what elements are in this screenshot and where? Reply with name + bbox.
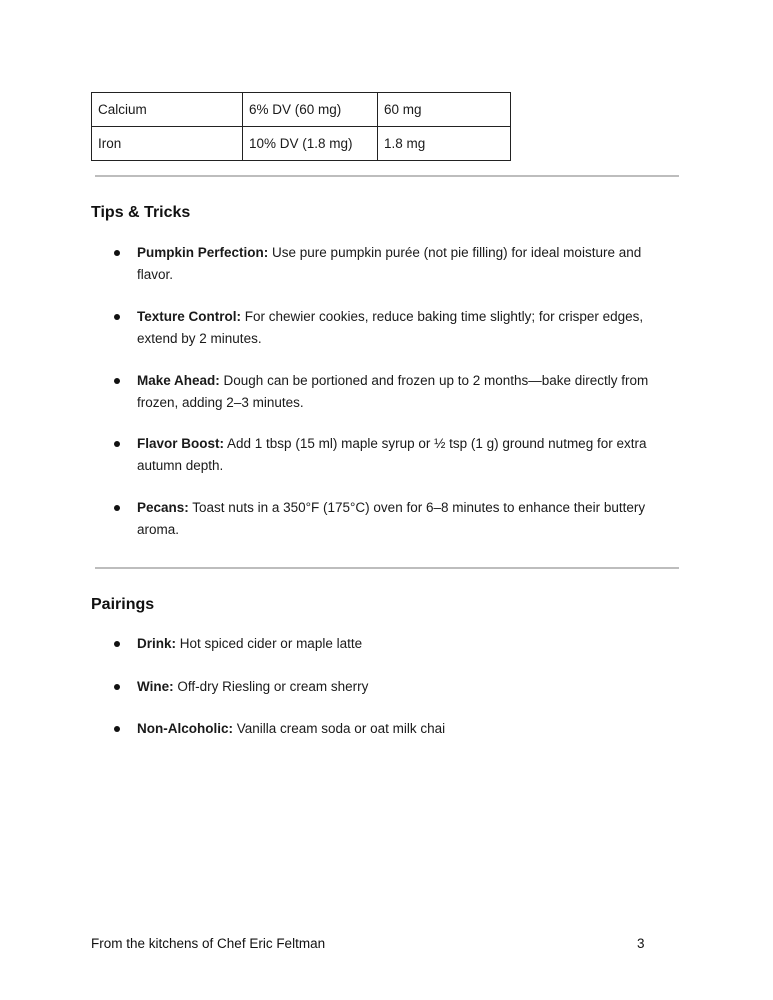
- nutrient-cell: Calcium: [92, 93, 243, 127]
- bullet-icon: [114, 684, 120, 690]
- pairing-term: Drink:: [137, 636, 177, 651]
- pairing-text: Vanilla cream soda or oat milk chai: [233, 721, 446, 736]
- tip-term: Flavor Boost:: [137, 436, 225, 451]
- pairing-text: Off-dry Riesling or cream sherry: [173, 679, 369, 694]
- pairings-heading: Pairings: [91, 596, 155, 613]
- bullet-icon: [114, 378, 120, 384]
- amount-cell: 1.8 mg: [378, 127, 511, 161]
- bullet-icon: [114, 726, 120, 732]
- bullet-icon: [114, 505, 120, 511]
- list-item: [137, 497, 677, 540]
- tip-text: Dough can be portioned and frozen up to 2 months—bake directly from frozen, adding 2–3 minutes.: [137, 373, 649, 410]
- list-item: [137, 633, 677, 655]
- list-item: [137, 242, 677, 285]
- table-row: [92, 93, 511, 127]
- pairing-term: Wine:: [137, 679, 174, 694]
- horizontal-divider: [95, 567, 679, 569]
- list-item: [137, 306, 677, 349]
- tip-term: Make Ahead:: [137, 373, 220, 388]
- bullet-icon: [114, 441, 120, 447]
- footer-credit: From the kitchens of Chef Eric Feltman: [91, 936, 326, 951]
- list-item: [137, 370, 677, 413]
- amount-cell: 60 mg: [378, 93, 511, 127]
- tip-term: Pumpkin Perfection:: [137, 245, 269, 260]
- nutrient-cell: Iron: [92, 127, 243, 161]
- pairing-text: Hot spiced cider or maple latte: [176, 636, 363, 651]
- bullet-icon: [114, 314, 120, 320]
- table-row: [92, 127, 511, 161]
- daily-value-cell: 10% DV (1.8 mg): [243, 127, 378, 161]
- nutrition-table: [91, 92, 511, 161]
- page-number: 3: [637, 936, 645, 951]
- pairing-term: Non-Alcoholic:: [137, 721, 233, 736]
- list-item: [137, 433, 677, 476]
- tips-heading: Tips & Tricks: [91, 204, 191, 221]
- tip-term: Texture Control:: [137, 309, 241, 324]
- tip-text: For chewier cookies, reduce baking time slightly; for crisper edges, extend by 2 minutes.: [137, 309, 644, 346]
- tip-text: Toast nuts in a 350°F (175°C) oven for 6–8 minutes to enhance their buttery aroma.: [137, 500, 646, 537]
- horizontal-divider: [95, 175, 679, 177]
- bullet-icon: [114, 641, 120, 647]
- tip-text: Add 1 tbsp (15 ml) maple syrup or ½ tsp (1 g) ground nutmeg for extra autumn depth.: [137, 436, 647, 473]
- daily-value-cell: 6% DV (60 mg): [243, 93, 378, 127]
- list-item: [137, 718, 677, 740]
- tip-text: Use pure pumpkin purée (not pie filling) for ideal moisture and flavor.: [137, 245, 642, 282]
- tip-term: Pecans:: [137, 500, 189, 515]
- bullet-icon: [114, 250, 120, 256]
- list-item: [137, 676, 677, 698]
